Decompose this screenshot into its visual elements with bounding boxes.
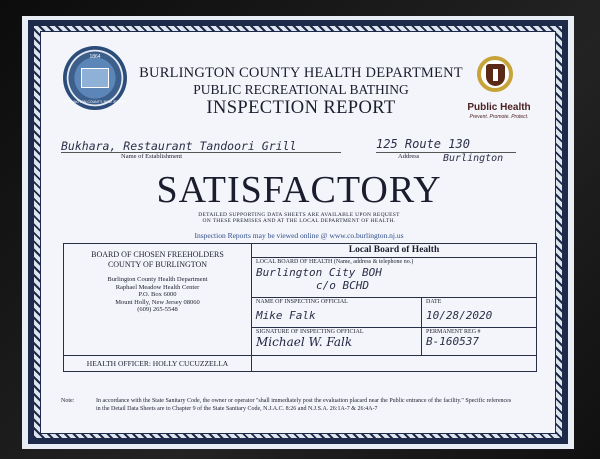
establishment-label: Name of Establishment bbox=[121, 153, 183, 160]
address-label: Address bbox=[398, 153, 420, 160]
local-board-heading: Local Board of Health bbox=[252, 244, 537, 258]
board-center: Raphael Meadow Health Center bbox=[115, 283, 200, 291]
board-title-1: BOARD OF CHOSEN FREEHOLDERS bbox=[91, 250, 224, 259]
signature-value: Michael W. Falk bbox=[256, 335, 353, 349]
official-cell bbox=[252, 298, 422, 328]
public-health-tagline: Prevent. Promote. Protect. bbox=[469, 114, 529, 120]
seal-year: 1864 bbox=[89, 54, 101, 60]
footnote-key: Note: bbox=[61, 398, 75, 404]
board-phone: (609) 265-5548 bbox=[137, 306, 178, 313]
signature-label: SIGNATURE OF INSPECTING OFFICIAL bbox=[256, 329, 364, 335]
notice-line-2: ON THESE PREMISES AND AT THE LOCAL DEPARTMENT OF HEALTH. bbox=[202, 218, 396, 224]
certificate bbox=[40, 31, 556, 434]
notice-line-1: DETAILED SUPPORTING DATA SHEETS ARE AVAILABLE UPON REQUEST bbox=[198, 212, 400, 218]
establishment-line bbox=[61, 152, 341, 153]
signature-cell bbox=[252, 328, 422, 356]
address-value: 125 Route 130 bbox=[376, 137, 470, 151]
footnote bbox=[61, 398, 516, 413]
date-cell bbox=[422, 298, 537, 328]
county-seal-icon bbox=[63, 46, 127, 110]
permanent-label: PERMANENT REG # bbox=[426, 329, 481, 335]
seal-ring-text: BURLINGTON COUNTY, NEW JERSEY bbox=[63, 100, 127, 104]
public-health-name: Public Health bbox=[467, 102, 531, 113]
board-title-2: COUNTY OF BURLINGTON bbox=[107, 260, 208, 269]
program-title: PUBLIC RECREATIONAL BATHING bbox=[193, 82, 409, 97]
local-board-cell bbox=[252, 258, 537, 298]
permanent-cell bbox=[422, 328, 537, 356]
address-city: Burlington bbox=[443, 153, 504, 164]
footnote-text: In accordance with the State Sanitary Code, the owner or operator "shall immediately post the evaluation placard near the Public entrance of the facility." Specific references in the Detail Data Sheets are to Chapter 9 of the State Sanitary Code, N.J.A.C. 8:26 and N.J.S.A. 26:1A-7 & 26:4A-7 bbox=[96, 398, 512, 412]
department-title: BURLINGTON COUNTY HEALTH DEPARTMENT bbox=[139, 65, 463, 81]
local-board-label: LOCAL BOARD OF HEALTH (Name, address & telephone no.) bbox=[256, 259, 414, 265]
local-board-line-1: Burlington City BOH bbox=[256, 266, 382, 279]
official-name: Mike Falk bbox=[256, 309, 316, 322]
date-value: 10/28/2020 bbox=[426, 309, 493, 322]
health-officer: HEALTH OFFICER: HOLLY CUCUZZELLA bbox=[64, 356, 252, 372]
report-title: INSPECTION REPORT bbox=[206, 98, 396, 118]
public-health-shield-icon bbox=[477, 56, 513, 92]
board-city: Mount Holly, New Jersey 08060 bbox=[115, 298, 200, 306]
board-cell bbox=[64, 244, 252, 356]
date-label: DATE bbox=[426, 299, 442, 305]
permanent-value: B-160537 bbox=[426, 335, 479, 348]
board-dept: Burlington County Health Department bbox=[107, 276, 208, 283]
official-label: NAME OF INSPECTING OFFICIAL bbox=[256, 299, 348, 305]
website-notice: Inspection Reports may be viewed online @ www.co.burlington.nj.us bbox=[194, 231, 404, 240]
seal-ship bbox=[81, 68, 109, 88]
establishment-name: Bukhara, Restaurant Tandoori Grill bbox=[61, 139, 297, 153]
inspection-result: SATISFACTORY bbox=[156, 169, 442, 211]
local-board-line-2: c/o BCHD bbox=[316, 279, 369, 292]
details-table bbox=[63, 243, 537, 372]
board-box: P.O. Box 6000 bbox=[138, 291, 177, 298]
